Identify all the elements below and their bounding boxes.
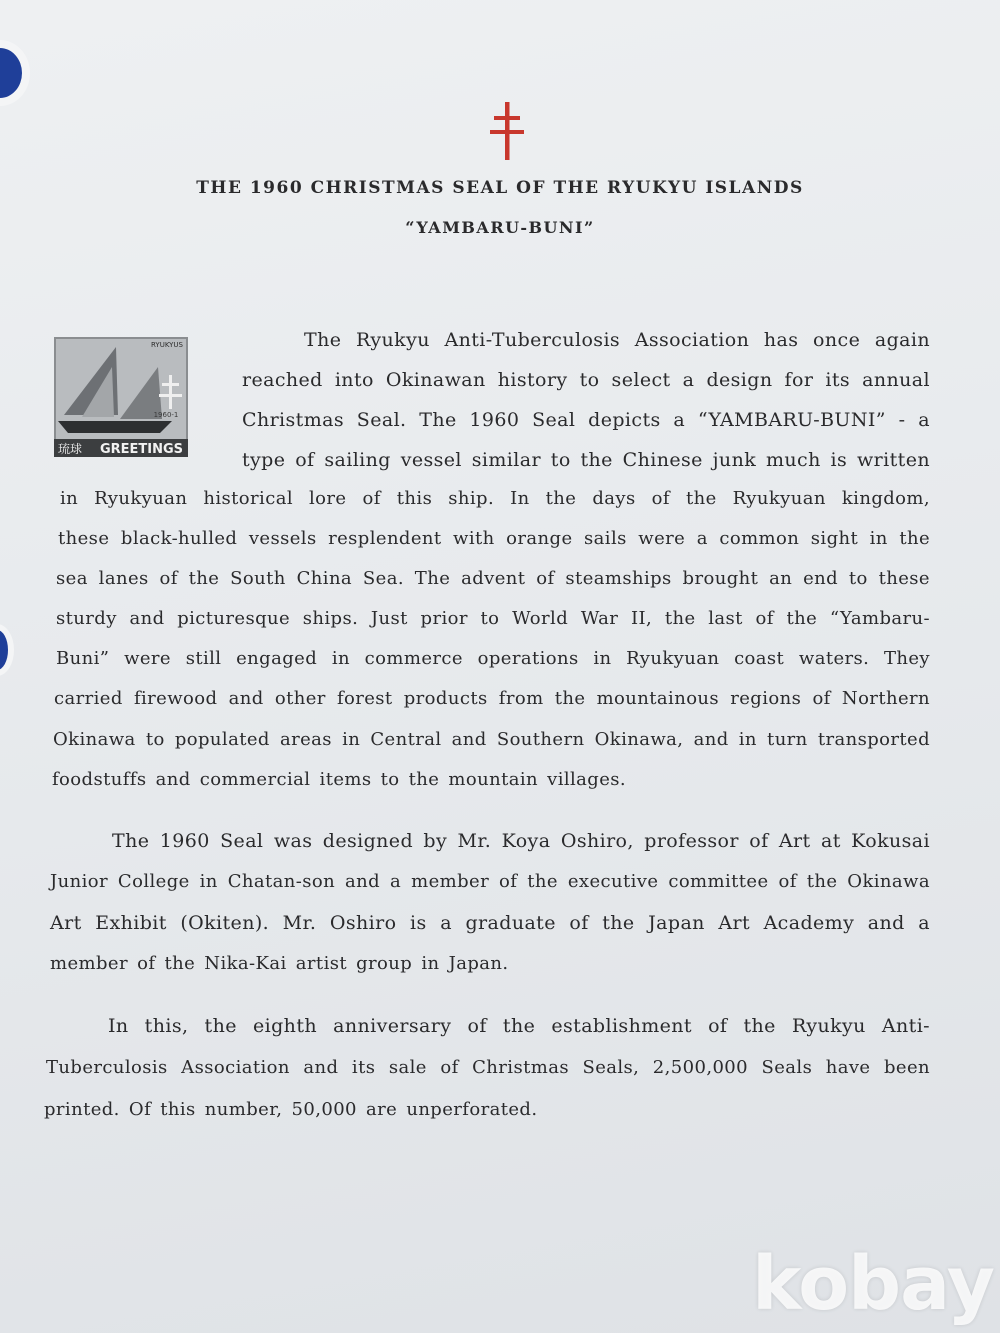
paragraph-1-line-4: type of sailing vessel similar to the Chinese junk much is written — [242, 449, 930, 471]
paragraph-1-line-10: carried firewood and other forest products from the mountainous regions of Northern — [54, 688, 930, 709]
paragraph-1-line-8: sturdy and picturesque ships. Just prior to World War II, the last of the “Yambaru- — [56, 608, 930, 629]
stamp-greeting-label: GREETINGS — [99, 442, 183, 457]
document-subtitle: “YAMBARU-BUNI” — [405, 218, 595, 237]
paragraph-3-line-3: printed. Of this number, 50,000 are unperforated. — [44, 1099, 538, 1120]
paragraph-1-line-2: reached into Okinawan history to select a design for its annual — [242, 369, 930, 391]
stamp-kanji-label: 琉球 — [58, 442, 83, 456]
document-title: THE 1960 CHRISTMAS SEAL OF THE RYUKYU ISLANDS — [196, 178, 804, 198]
paragraph-2-line-1: The 1960 Seal was designed by Mr. Koya Oshiro, professor of Art at Kokusai — [112, 830, 930, 852]
paragraph-1-line-11: Okinawa to populated areas in Central and Southern Okinawa, and in turn transported — [53, 729, 930, 750]
paragraph-3-line-2: Tuberculosis Association and its sale of Christmas Seals, 2,500,000 Seals have been — [46, 1057, 930, 1078]
paragraph-1-line-5: in Ryukyuan historical lore of this ship. In the days of the Ryukyuan kingdom, — [60, 488, 930, 509]
paragraph-1-line-6: these black-hulled vessels resplendent with orange sails were a common sight in the — [58, 528, 930, 549]
stamp-country-label: RYUKYUS — [151, 341, 183, 349]
stamp-year-label: 1960-1 — [153, 411, 179, 419]
paragraph-1-line-3: Christmas Seal. The 1960 Seal depicts a “YAMBARU-BUNI” - a — [242, 409, 930, 431]
double-barred-cross-icon — [488, 102, 526, 160]
christmas-seal-stamp-image — [54, 337, 188, 457]
paragraph-2-line-4: member of the Nika-Kai artist group in Japan. — [50, 953, 509, 974]
paragraph-1-line-9: Buni” were still engaged in commerce operations in Ryukyuan coast waters. They — [56, 648, 930, 669]
paragraph-2-line-3: Art Exhibit (Okiten). Mr. Oshiro is a graduate of the Japan Art Academy and a — [50, 912, 930, 934]
paragraph-1-line-12: foodstuffs and commercial items to the mountain villages. — [52, 769, 627, 790]
paragraph-1-line-1: The Ryukyu Anti-Tuberculosis Association has once again — [304, 329, 930, 351]
paragraph-3-line-1: In this, the eighth anniversary of the establishment of the Ryukyu Anti- — [108, 1015, 930, 1037]
paragraph-2-line-2: Junior College in Chatan-son and a member of the executive committee of the Okinawa — [50, 871, 930, 892]
paragraph-1-line-7: sea lanes of the South China Sea. The advent of steamships brought an end to these — [56, 568, 930, 589]
binder-hole-middle — [0, 630, 8, 670]
kobay-watermark: kobay — [752, 1241, 994, 1327]
binder-hole-top — [0, 48, 22, 98]
